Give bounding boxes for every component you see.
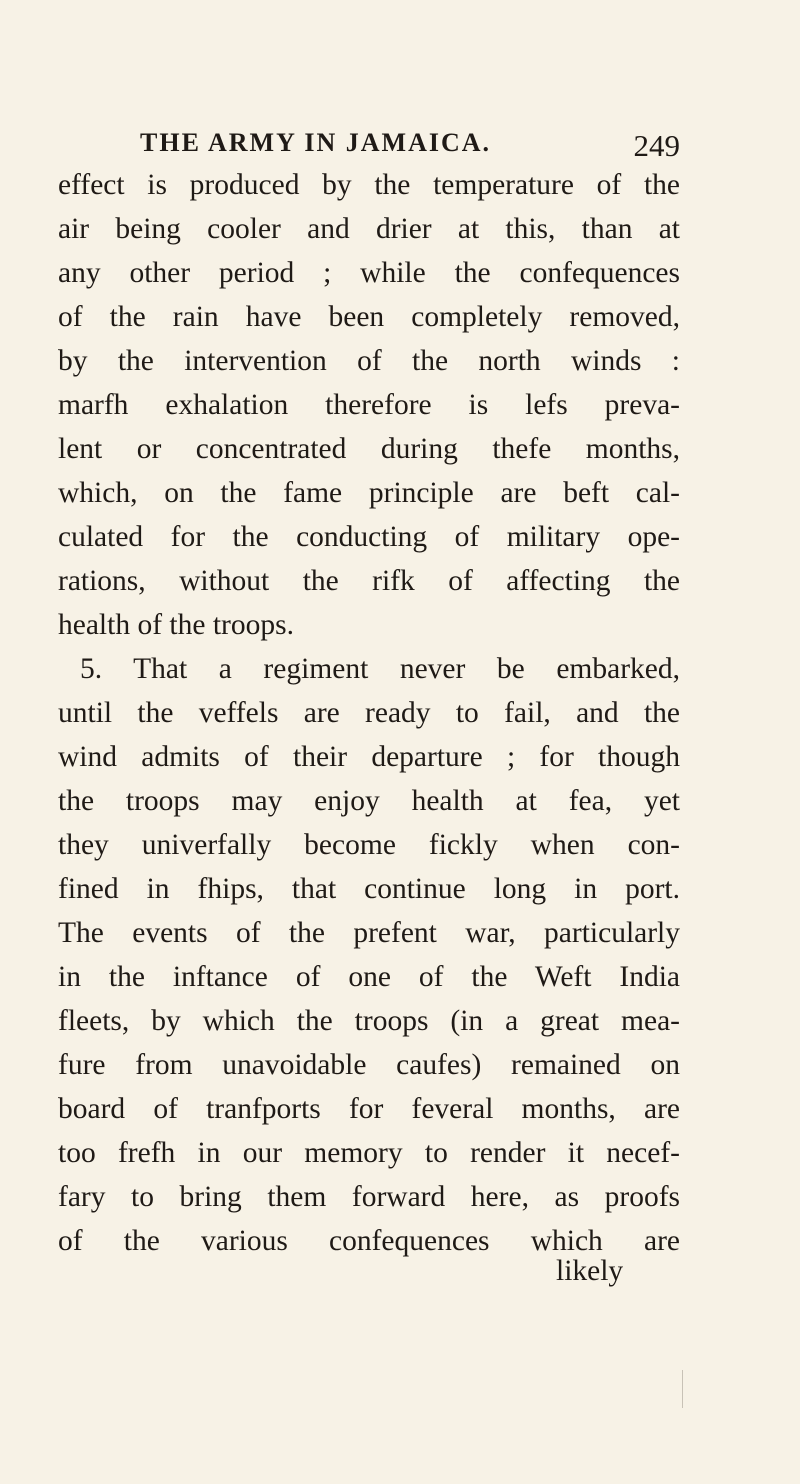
text-line: of the various confequences which are xyxy=(58,1225,680,1257)
text-line: air being cooler and drier at this, than at xyxy=(58,213,680,245)
catchword: likely xyxy=(556,1255,624,1287)
text-line: they univerfally become fickly when con- xyxy=(58,829,680,861)
text-line: the troops may enjoy health at fea, yet xyxy=(58,785,680,817)
text-line: which, on the fame principle are beft cal- xyxy=(58,477,680,509)
text-line: by the intervention of the north winds : xyxy=(58,345,680,377)
text-line: wind admits of their departure ; for though xyxy=(58,741,680,773)
text-line: fleets, by which the troops (in a great mea- xyxy=(58,1005,680,1037)
body-text xyxy=(58,163,680,1263)
running-head xyxy=(140,128,680,168)
text-line: marfh exhalation therefore is lefs preva- xyxy=(58,389,680,421)
text-line: effect is produced by the temperature of the xyxy=(58,169,680,201)
text-line: until the veffels are ready to fail, and the xyxy=(58,697,680,729)
text-line: The events of the prefent war, particularly xyxy=(58,917,680,949)
paper-mark xyxy=(682,1370,697,1408)
text-line: fined in fhips, that continue long in port. xyxy=(58,873,680,905)
page-number: 249 xyxy=(633,128,680,163)
text-line: health of the troops. xyxy=(58,609,294,641)
text-line: culated for the conducting of military ope- xyxy=(58,521,680,553)
text-line: lent or concentrated during thefe months, xyxy=(58,433,680,465)
text-line: of the rain have been completely removed, xyxy=(58,301,680,333)
text-line: fary to bring them forward here, as proofs xyxy=(58,1181,680,1213)
text-line: in the inftance of one of the Weft India xyxy=(58,961,680,993)
running-title: THE ARMY IN JAMAICA. xyxy=(140,128,492,157)
text-line: 5. That a regiment never be embarked, xyxy=(80,653,680,685)
text-line: rations, without the rifk of affecting the xyxy=(58,565,680,597)
text-line: too frefh in our memory to render it necef- xyxy=(58,1137,680,1169)
text-line: any other period ; while the confequences xyxy=(58,257,680,289)
text-line: fure from unavoidable caufes) remained on xyxy=(58,1049,680,1081)
text-line: board of tranfports for feveral months, are xyxy=(58,1093,680,1125)
